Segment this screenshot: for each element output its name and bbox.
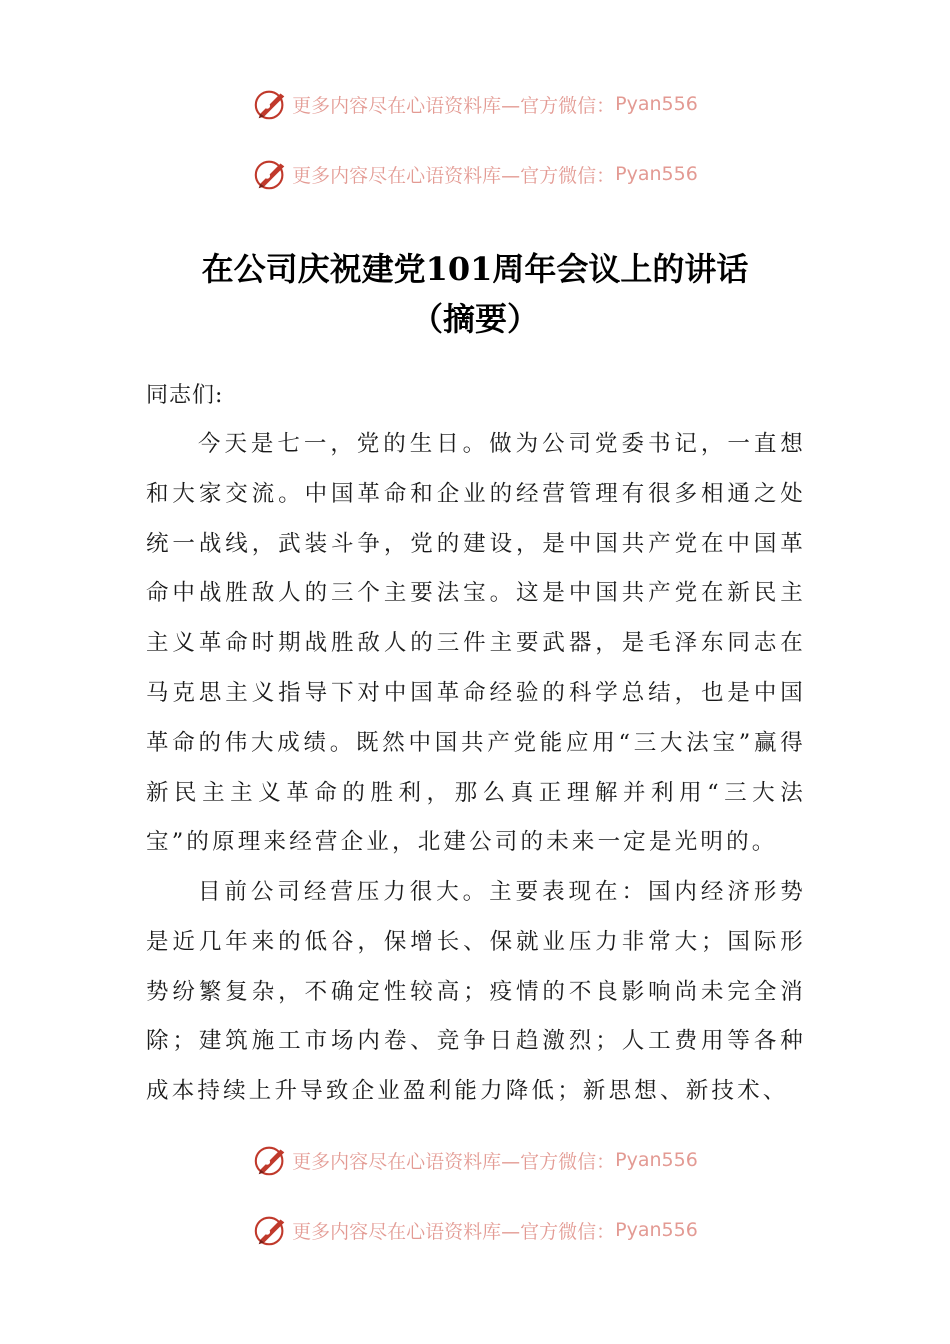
watermark-text: 更多内容尽在心语资料库—官方微信：: [292, 1220, 616, 1243]
pen-logo-icon: [252, 155, 290, 193]
salutation: 同志们:: [146, 383, 224, 408]
watermark-banner-3: [0, 1140, 950, 1180]
watermark-code: Pyan556: [615, 1149, 698, 1171]
title-line-1: 在公司庆祝建党101周年会议上的讲话: [201, 250, 749, 288]
pen-logo-icon: [252, 85, 290, 123]
watermark-code: Pyan556: [615, 163, 698, 185]
document-title: [0, 244, 950, 344]
pen-logo-icon: [252, 1211, 290, 1249]
pen-logo-icon: [252, 1141, 290, 1179]
body-paragraph-2: 目前公司经营压力很大。主要表现在：国内经济形势是近几年来的低谷，保增长、保就业压力非常大；国际形势纷繁复杂，不确定性较高；疫情的不良影响尚未完全消除；建筑施工市场内卷、竞争日趋激烈；人工费用等各种成本持续上升导致企业盈利能力降低；新思想、新技术、: [146, 879, 806, 1105]
watermark-text: 更多内容尽在心语资料库—官方微信：: [292, 1150, 616, 1173]
watermark-banner-4: [0, 1210, 950, 1250]
title-line-2: （摘要）: [410, 300, 539, 338]
watermark-banner-2: [0, 154, 950, 194]
watermark-code: Pyan556: [615, 1219, 698, 1241]
watermark-banner-1: [0, 84, 950, 124]
watermark-text: 更多内容尽在心语资料库—官方微信：: [292, 164, 616, 187]
watermark-text: 更多内容尽在心语资料库—官方微信：: [292, 94, 616, 117]
watermark-code: Pyan556: [615, 93, 698, 115]
body-paragraph-1: 今天是七一，党的生日。做为公司党委书记，一直想和大家交流。中国革命和企业的经营管理有很多相通之处统一战线，武装斗争，党的建设，是中国共产党在中国革命中战胜敌人的三个主要法宝。这是中国共产党在新民主主义革命时期战胜敌人的三件主要武器，是毛泽东同志在马克思主义指导下对中国革命经验的科学总结，也是中国革命的伟大成绩。既然中国共产党能应用“三大法宝”赢得新民主主义革命的胜利，那么真正理解并利用“三大法宝”的原理来经营企业，北建公司的未来一定是光明的。: [146, 431, 806, 856]
